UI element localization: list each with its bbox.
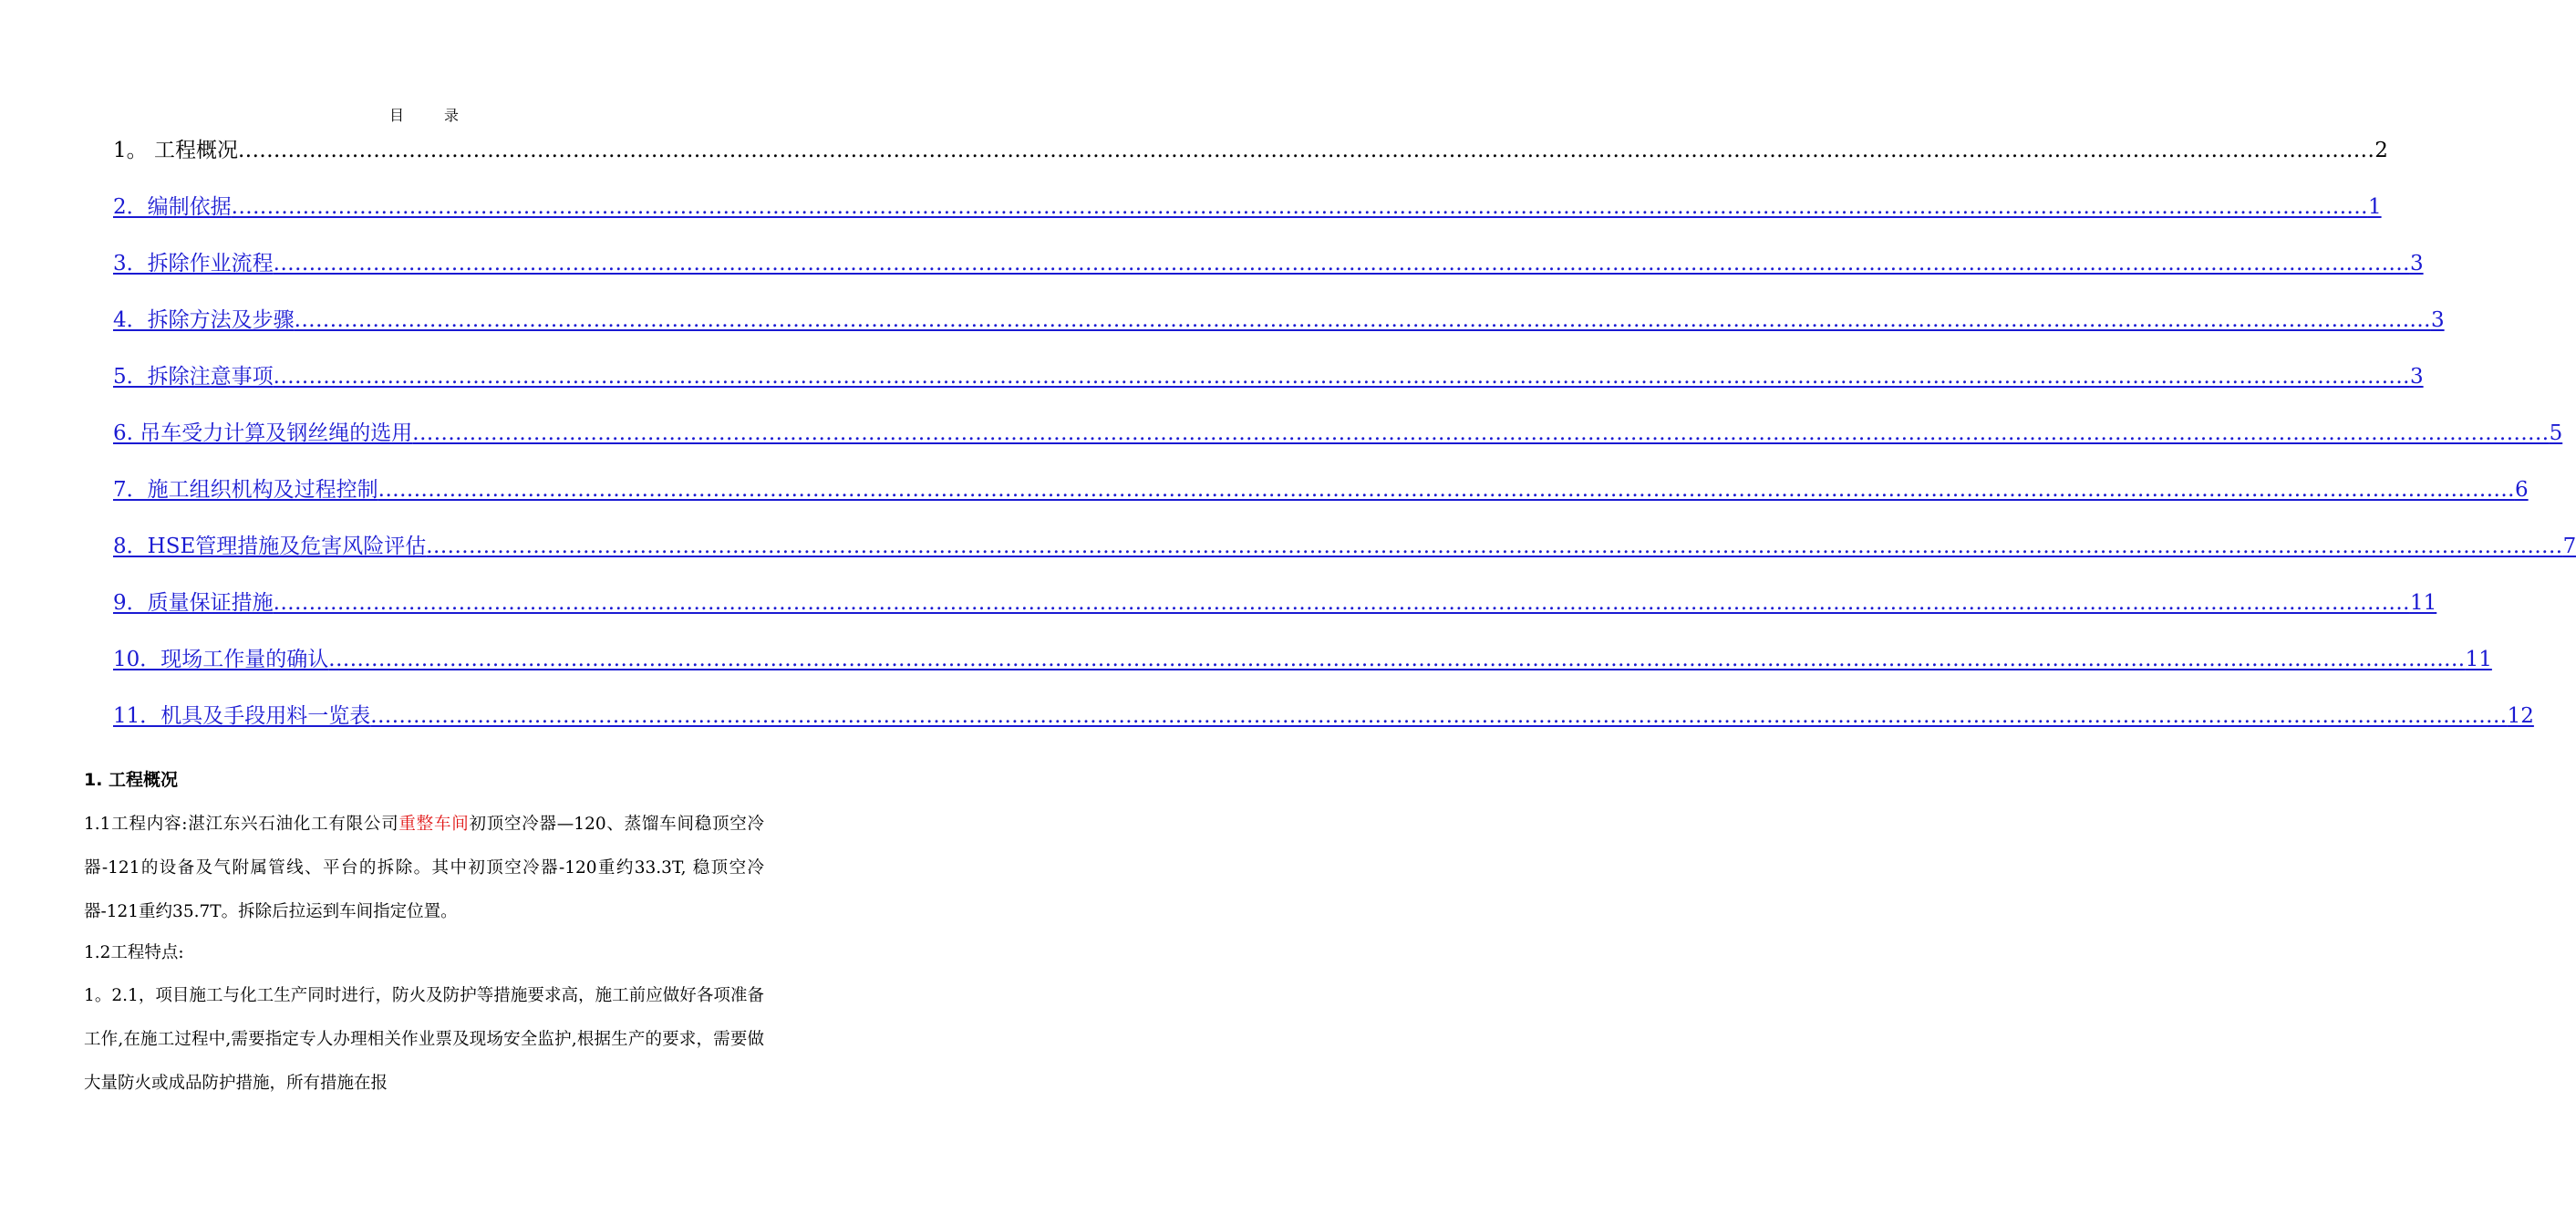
toc-entry-page: 2 <box>2374 139 2388 162</box>
toc-entry-label[interactable]: 5．拆除注意事项 <box>113 365 274 389</box>
toc-title <box>0 104 848 125</box>
toc-leader-dots: ............................................................................................................................................................................................................................................................................................................ <box>231 195 2368 219</box>
toc-entry-page[interactable]: 3 <box>2430 308 2445 332</box>
toc-leader-dots: ............................................................................................................................................................................................................................................................................................................ <box>237 139 2375 162</box>
toc-title-left: 目 <box>388 107 404 124</box>
toc-entry-page[interactable]: 11 <box>2409 591 2437 615</box>
toc-entry-line[interactable] <box>113 524 2576 560</box>
toc-entry-line[interactable] <box>113 410 2563 447</box>
toc-entry-page[interactable]: 3 <box>2409 365 2424 389</box>
toc-leader-dots: ............................................................................................................................................................................................................................................................................................................ <box>378 478 2515 502</box>
toc-entry-line[interactable] <box>113 580 2437 617</box>
toc-entry-page[interactable]: 1 <box>2367 195 2382 219</box>
toc-entry-page[interactable]: 5 <box>2549 421 2563 445</box>
paragraph-feature-detail: 1。2.1，项目施工与化工生产同时进行，防火及防护等措施要求高，施工前应做好各项准备工作,在施工过程中,需要指定专人办理相关作业票及现场安全监护,根据生产的要求，需要做大量防火或成品防护措施，所有措施在报 <box>84 986 764 1093</box>
section-heading: 1. 工程概况 <box>84 770 179 790</box>
toc-entry-label[interactable]: 9．质量保证措施 <box>113 591 274 615</box>
toc-entry-label: 1。 工程概况 <box>113 139 238 162</box>
toc-leader-dots: ............................................................................................................................................................................................................................................................................................................ <box>273 365 2410 389</box>
paragraph-project-content <box>84 803 764 934</box>
toc-leader-dots: ............................................................................................................................................................................................................................................................................................................ <box>273 252 2410 275</box>
toc-entry[interactable] <box>113 354 2424 410</box>
toc-leader-dots: ............................................................................................................................................................................................................................................................................................................ <box>328 648 2466 671</box>
toc-entry[interactable] <box>113 637 2492 693</box>
toc-entry-page[interactable]: 11 <box>2465 648 2492 671</box>
toc-title-right: 录 <box>444 107 460 124</box>
toc-entry-label[interactable]: 8．HSE管理措施及危害风险评估 <box>113 535 427 558</box>
toc-entry-line[interactable] <box>113 354 2424 390</box>
toc-leader-dots: ............................................................................................................................................................................................................................................................................................................ <box>273 591 2410 615</box>
toc-entry-line[interactable] <box>113 297 2445 334</box>
toc-entry[interactable] <box>113 184 2382 241</box>
toc-entry[interactable] <box>113 524 2576 580</box>
toc-entry-line[interactable] <box>113 693 2534 730</box>
toc-entry-label[interactable]: 7．施工组织机构及过程控制 <box>113 478 378 502</box>
toc-leader-dots: ............................................................................................................................................................................................................................................................................................................ <box>412 421 2550 445</box>
toc-entry[interactable] <box>113 410 2563 467</box>
toc-entry[interactable] <box>113 580 2437 637</box>
toc-entry-line[interactable] <box>113 241 2424 277</box>
toc-entry-label[interactable]: 3．拆除作业流程 <box>113 252 274 275</box>
toc-entry-label[interactable]: 2．编制依据 <box>113 195 232 219</box>
toc-entry-line[interactable] <box>113 467 2529 504</box>
toc-entry-line[interactable] <box>113 637 2492 673</box>
paragraph-text: 初顶空冷器—120、蒸馏车间稳顶空冷器-121的设备及气附属管线、平台的拆除。其中初顶空冷器-120重约33.3T, 稳顶空冷器-121重约35.7T。拆除后拉运到车间指定位置。 <box>84 815 764 921</box>
toc-entry[interactable] <box>113 467 2529 524</box>
paragraph-project-features: 1.2工程特点: <box>84 943 184 962</box>
toc-entry-page[interactable]: 3 <box>2409 252 2424 275</box>
toc-leader-dots: ............................................................................................................................................................................................................................................................................................................ <box>426 535 2563 558</box>
highlighted-text: 重整车间 <box>398 815 470 834</box>
toc-entry-line[interactable] <box>113 184 2382 221</box>
toc-entry-label[interactable]: 4．拆除方法及步骤 <box>113 308 295 332</box>
toc-entry <box>113 128 2388 184</box>
table-of-contents <box>113 128 2576 750</box>
toc-leader-dots: ............................................................................................................................................................................................................................................................................................................ <box>294 308 2431 332</box>
toc-entry-label[interactable]: 6. 吊车受力计算及钢丝绳的选用 <box>113 421 413 445</box>
toc-entry-label[interactable]: 11．机具及手段用料一览表 <box>113 704 371 728</box>
toc-entry-page[interactable]: 7 <box>2562 535 2576 558</box>
toc-entry-page[interactable]: 6 <box>2514 478 2529 502</box>
toc-entry[interactable] <box>113 693 2534 750</box>
toc-entry[interactable] <box>113 297 2445 354</box>
toc-entry-page[interactable]: 12 <box>2507 704 2534 728</box>
paragraph-text: 1.1工程内容:湛江东兴石油化工有限公司 <box>84 815 399 834</box>
toc-entry-line <box>113 128 2388 164</box>
toc-leader-dots: ............................................................................................................................................................................................................................................................................................................ <box>370 704 2508 728</box>
toc-entry-label[interactable]: 10．现场工作量的确认 <box>113 648 329 671</box>
toc-entry[interactable] <box>113 241 2424 297</box>
